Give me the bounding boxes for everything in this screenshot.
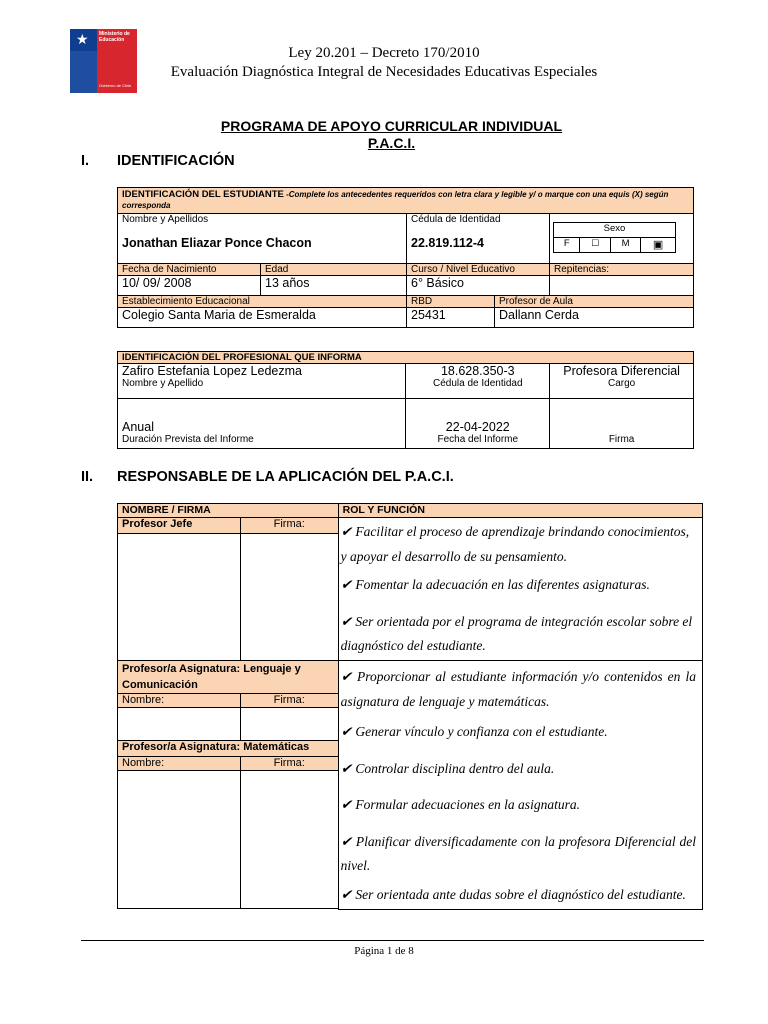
- head-teacher-name-field[interactable]: [118, 534, 241, 661]
- professional-id-cell: [406, 364, 550, 399]
- language-signature-field[interactable]: [240, 708, 338, 741]
- birth-date: 10/ 09/ 2008: [118, 276, 261, 296]
- student-table: [117, 187, 694, 328]
- head-teacher-label: Profesor Jefe: [118, 518, 241, 534]
- student-name: Jonathan Eliazar Ponce Chacon: [122, 236, 312, 250]
- section1-title: IDENTIFICACIÓN: [117, 153, 235, 169]
- math-signature-label: Firma:: [240, 757, 338, 771]
- section2-title: RESPONSABLE DE LA APLICACIÓN DEL P.A.C.I.: [117, 469, 454, 485]
- footer-divider: [81, 940, 704, 941]
- professional-role: Profesora Diferencial: [563, 364, 680, 378]
- school-value: Colegio Santa Maria de Esmeralda: [118, 308, 407, 328]
- professional-id-label: Cédula de Identidad: [433, 378, 523, 389]
- professional-name: Zafiro Estefania Lopez Ledezma: [122, 364, 302, 378]
- sex-f-label: F: [554, 238, 580, 253]
- role-item: ✔ Formular adecuaciones en la asignatura.: [340, 797, 580, 812]
- duration-value: Anual: [122, 420, 154, 434]
- rbd-value: 25431: [407, 308, 495, 328]
- sex-m-checkbox[interactable]: ▣: [641, 238, 676, 253]
- role-item: ✔ Ser orientada ante dudas sobre el diagnóstico del estudiante.: [340, 886, 686, 902]
- duration-label: Duración Prevista del Informe: [122, 434, 254, 445]
- student-sex-cell: [550, 214, 694, 264]
- professional-header: IDENTIFICACIÓN DEL PROFESIONAL QUE INFORMA: [118, 352, 694, 364]
- role-item: ✔ Fomentar la adecuación en las diferentes asignaturas.: [340, 577, 650, 592]
- math-name-field[interactable]: [118, 771, 241, 909]
- star-icon: ★: [76, 31, 89, 47]
- signature-label: Firma: [608, 434, 635, 445]
- sex-label: Sexo: [554, 223, 676, 238]
- doc-title: PROGRAMA DE APOYO CURRICULAR INDIVIDUAL: [220, 118, 563, 134]
- professional-table: [117, 351, 694, 449]
- course-value: 6° Básico: [407, 276, 550, 296]
- section1-number: I.: [81, 153, 90, 169]
- role-item: ✔ Controlar disciplina dentro del aula.: [340, 760, 555, 776]
- math-name-label: Nombre:: [118, 757, 241, 771]
- student-header-title: IDENTIFICACIÓN DEL ESTUDIANTE: [122, 189, 284, 200]
- report-date-cell: [406, 399, 550, 449]
- logo-gov-text: Gobierno de Chile: [99, 83, 132, 88]
- language-name-field[interactable]: [118, 708, 241, 741]
- head-teacher-signature-label: Firma:: [240, 518, 338, 534]
- report-date-label: Fecha del Informe: [437, 434, 519, 445]
- section2-number: II.: [81, 469, 94, 485]
- roles-head-teacher: [338, 518, 702, 661]
- age-label: Edad: [261, 264, 407, 276]
- teacher-value: Dallann Cerda: [495, 308, 694, 328]
- language-teacher-label: Profesor/a Asignatura: Lenguaje y Comunicación: [118, 661, 339, 694]
- col-role-function: ROL Y FUNCIÓN: [338, 504, 702, 518]
- professional-role-label: Cargo: [607, 378, 636, 389]
- repetitions-value: [550, 276, 694, 296]
- page-number: Página 1 de 8: [354, 945, 414, 957]
- sex-box: [553, 222, 676, 253]
- duration-cell: [118, 399, 406, 449]
- responsible-table: [117, 503, 703, 910]
- header-law: Ley 20.201 – Decreto 170/2010: [288, 45, 480, 61]
- role-item: ✔ Planificar diversificadamente con la profesora Diferencial del nivel.: [340, 833, 696, 873]
- language-signature-label: Firma:: [240, 694, 338, 708]
- roles-subject-teachers: [338, 661, 702, 910]
- col-name-signature: NOMBRE / FIRMA: [118, 504, 339, 518]
- doc-subtitle: P.A.C.I.: [367, 135, 416, 151]
- professional-name-label: Nombre y Apellido: [122, 378, 204, 389]
- student-header-note: -Complete los antecedentes requeridos con letra clara y legible y/ o marque con una equis (X) según corresponda: [122, 190, 669, 210]
- teacher-label: Profesor de Aula: [495, 296, 694, 308]
- age-value: 13 años: [261, 276, 407, 296]
- student-id: 22.819.112-4: [411, 236, 484, 250]
- logo-ministry-text: Ministerio de Educación: [99, 31, 130, 43]
- math-signature-field[interactable]: [240, 771, 338, 909]
- student-id-cell: [407, 214, 550, 264]
- math-teacher-label: Profesor/a Asignatura: Matemáticas: [118, 741, 339, 757]
- rbd-label: RBD: [407, 296, 495, 308]
- signature-cell[interactable]: [550, 399, 694, 449]
- role-item: ✔ Proporcionar al estudiante información y/o contenidos en la asignatura de lenguaje y matemáticas.: [340, 669, 696, 709]
- role-item: ✔ Facilitar el proceso de aprendizaje brindando conocimientos, y apoyar el desarrollo de su pensamiento.: [340, 524, 690, 564]
- role-item: ✔ Generar vínculo y confianza con el estudiante.: [340, 724, 608, 739]
- student-header: [118, 188, 694, 214]
- student-name-label: Nombre y Apellidos: [122, 214, 209, 225]
- report-date: 22-04-2022: [445, 420, 510, 434]
- student-id-label: Cédula de Identidad: [411, 214, 501, 225]
- professional-role-cell: [550, 364, 694, 399]
- sex-f-checkbox[interactable]: ☐: [580, 238, 611, 253]
- school-label: Establecimiento Educacional: [118, 296, 407, 308]
- sex-m-label: M: [611, 238, 641, 253]
- repetitions-label: Repitencias:: [550, 264, 694, 276]
- student-name-cell: [118, 214, 407, 264]
- course-label: Curso / Nivel Educativo: [407, 264, 550, 276]
- header-evaluation: Evaluación Diagnóstica Integral de Necesidades Educativas Especiales: [170, 64, 598, 80]
- head-teacher-signature-field[interactable]: [240, 534, 338, 661]
- professional-name-cell: [118, 364, 406, 399]
- birth-label: Fecha de Nacimiento: [118, 264, 261, 276]
- professional-id: 18.628.350-3: [440, 364, 515, 378]
- role-item: ✔ Ser orientada por el programa de integración escolar sobre el diagnóstico del estudiante.: [340, 613, 693, 653]
- language-name-label: Nombre:: [118, 694, 241, 708]
